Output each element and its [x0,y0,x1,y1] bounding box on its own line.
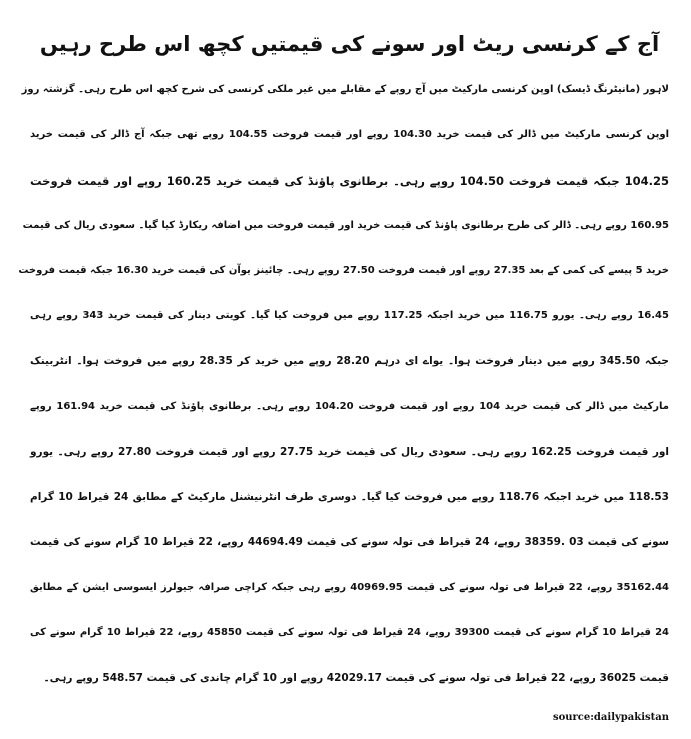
article-line-9: اور قیمت فروخت 162.25 روپے رہی۔ سعودی ریال کی قیمت خرید 27.75 روپے اور قیمت فروخت 27.80 روپے رہی۔ یورو [30,445,670,458]
article-line-4: 160.95 روپے رہی۔ ڈالر کی طرح برطانوی پاؤنڈ کی قیمت خرید اور قیمت فروخت میں اضافہ ریکارڈ کیا گیا۔ سعودی ریال کی قیمت [22,219,669,231]
article-line-1: لاہور (مانیٹرنگ ڈیسک) اوپن کرنسی مارکیٹ میں آج روپے کے مقابلے میں غیر ملکی کرنسی کی شرح کچھ اس طرح رہی۔ گزشتہ روز [21,84,669,95]
article-line-12: 35162.44 روپے، 22 قیراط فی تولہ سونے کی قیمت 40969.95 روپے رہی جبکہ کراچی صرافہ جیولرز ایسوسی ایشن کے مطابق [30,581,669,593]
article-line-13: 24 قیراط 10 گرام سونے کی قیمت 39300 روپے، 24 قیراط فی تولہ سونے کی قیمت 45850 روپے، 22 قیراط 10 گرام سونے کی [30,626,669,638]
article-line-2: اوپن کرنسی مارکیٹ میں ڈالر کی قیمت خرید 104.30 روپے اور قیمت فروخت 104.55 روپے تھی جبکہ آج ڈالر کی قیمت خرید [30,129,669,141]
article-line-10: 118.53 میں خرید اجبکہ 118.76 روپے میں فروخت کیا گیا۔ دوسری طرف انٹرنیشنل مارکیٹ کے مطابق 24 قیراط 10 گرام [30,491,669,504]
article-line-7: جبکہ 345.50 روپے میں دینار فروخت ہوا۔ یواے ای درہم 28.20 روپے میں خرید کر 28.35 روپے میں فروخت ہوا۔ انٹربینک [30,355,669,368]
article-line-3: 104.25 جبکہ قیمت فروخت 104.50 روپے رہی۔ برطانوی پاؤنڈ کی قیمت خرید 160.25 روپے اور قیمت فروخت [30,174,669,189]
article-line-5: خرید 5 پیسے کی کمی کے بعد 27.35 روپے اور قیمت فروخت 27.50 روپے رہی۔ چائینز یوآن کی قیمت خرید 16.30 جبکہ قیمت فروخت [18,264,669,276]
article-line-11: سونے کی قیمت 03 .38359 روپے، 24 قیراط فی تولہ سونے کی قیمت 44694.49 روپے، 22 قیراط 10 گرام سونے کی قیمت [30,536,670,549]
article-line-6: 16.45 روپے رہی۔ یورو 116.75 میں خرید اجبکہ 117.25 روپے میں فروخت کیا گیا۔ کویتی دینار کی قیمت خرید 343 روپے رہی [30,310,669,322]
article-line-14: قیمت 36025 روپے، 22 قیراط فی تولہ سونے کی قیمت 42029.17 روپے اور 10 گرام چاندی کی قیمت 548.57 روپے رہی۔ [43,672,669,684]
article-line-8: مارکیٹ میں ڈالر کی قیمت خرید 104 روپے اور قیمت فروخت 104.20 روپے رہی۔ برطانوی پاؤنڈ کی قیمت خرید 161.94 روپے [30,400,669,412]
source-credit: source:dailypakistan [552,712,669,723]
article-headline: آج کے کرنسی ریٹ اور سونے کی قیمتیں کچھ اس طرح رہیں [39,32,660,56]
